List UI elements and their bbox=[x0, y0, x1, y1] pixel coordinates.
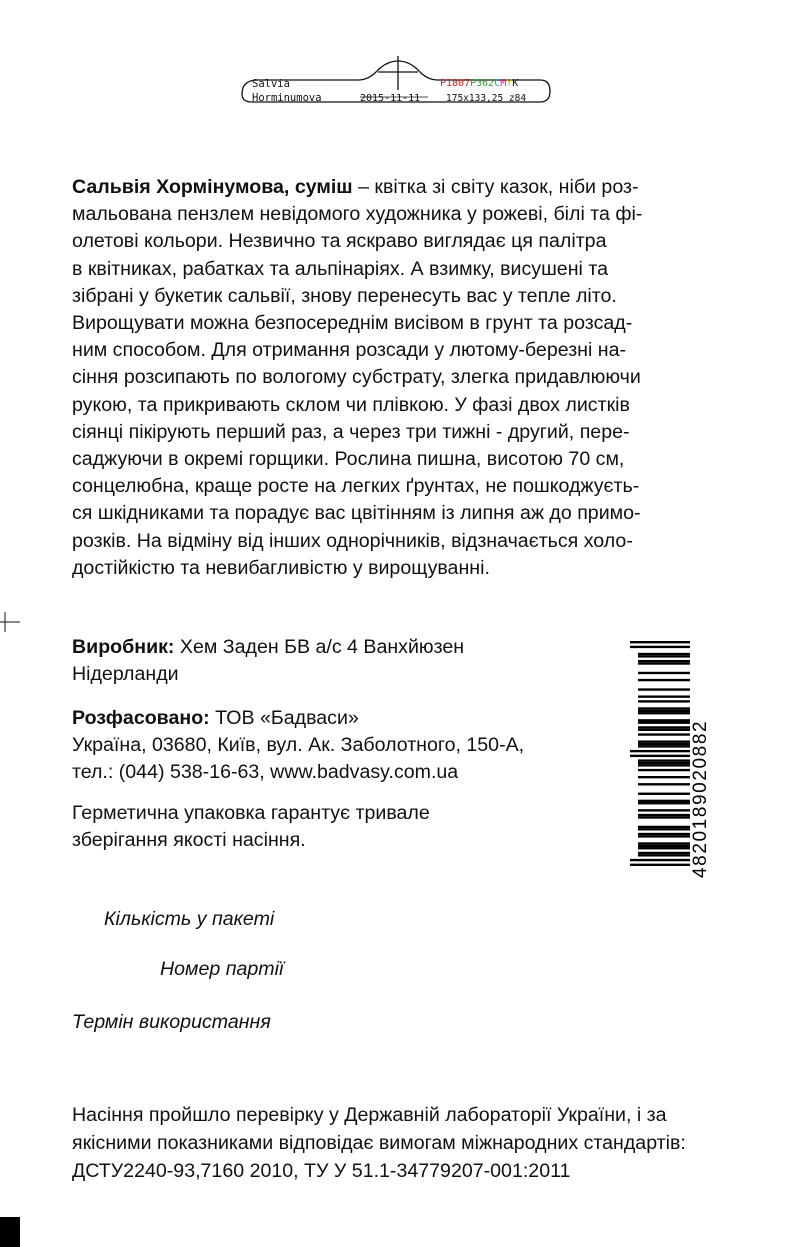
packer-name: ТОВ «Бадваси» bbox=[209, 707, 359, 729]
quantity-field-label: Кількість у пакеті bbox=[104, 908, 275, 930]
barcode-bar bbox=[638, 733, 690, 735]
barcode-bar bbox=[638, 793, 690, 795]
barcode-bar bbox=[638, 764, 690, 766]
expiry-field-label: Термін використання bbox=[72, 1011, 271, 1033]
barcode-bar bbox=[638, 776, 690, 778]
barcode-bar bbox=[638, 826, 690, 828]
barcode-bar bbox=[638, 835, 690, 837]
proof-ink-list bbox=[440, 79, 518, 89]
barcode-bar bbox=[630, 641, 690, 643]
barcode-bar bbox=[638, 740, 690, 742]
barcode-bar bbox=[638, 814, 690, 816]
barcode-bar bbox=[638, 828, 690, 830]
barcode-bar bbox=[638, 660, 690, 662]
barcode-bar bbox=[638, 719, 690, 721]
barcode-bar bbox=[638, 743, 690, 745]
packer-address: Україна, 03680, Київ, вул. Ак. Заболотного, 150-А, bbox=[72, 734, 525, 756]
packing-note-line: Герметична упаковка гарантує тривале bbox=[72, 802, 430, 824]
batch-field-label: Номер партії bbox=[160, 958, 284, 980]
proof-variety: Horminumova bbox=[252, 92, 322, 104]
barcode-bar bbox=[630, 755, 690, 757]
proof-date: 2015-11-11 bbox=[360, 93, 421, 104]
description-line: сіянці пікірують перший раз, а через три тижні - другий, пере- bbox=[72, 420, 630, 443]
barcode-bar bbox=[638, 800, 690, 802]
description-line: мальована пензлем невідомого художника у рожеві, білі та фі- bbox=[72, 203, 643, 226]
manufacturer-country: Нідерланди bbox=[72, 663, 179, 685]
ink-cyan: C bbox=[494, 78, 501, 89]
barcode-bar bbox=[638, 847, 690, 849]
barcode-bar bbox=[630, 646, 690, 648]
description-line: достійкістю та невибагливістю у вирощуванні. bbox=[72, 556, 490, 579]
barcode-bar bbox=[638, 712, 690, 714]
ink-yellow: Y bbox=[506, 78, 513, 89]
manufacturer-label: Виробник: bbox=[72, 636, 175, 658]
proof-species: Salvia bbox=[252, 78, 290, 90]
description-line: саджуючи в окремі горщики. Рослина пишна, висотою 70 см, bbox=[72, 448, 625, 471]
description-line: зібрані у букетик сальвії, знову перенесуть вас у тепле літо. bbox=[72, 284, 617, 307]
ink-pantone-2: P362 bbox=[470, 78, 495, 89]
barcode-bar bbox=[638, 845, 690, 847]
description-line: ним способом. Для отримання розсади у лютому-березні на- bbox=[72, 339, 627, 362]
barcode-bar bbox=[638, 762, 690, 764]
certification-line: якісними показниками відповідає вимогам міжнародних стандартів: bbox=[72, 1132, 686, 1154]
manufacturer-block bbox=[72, 634, 592, 688]
description-line: сіння розсипають по вологому субстрату, злегка придавлюючи bbox=[72, 366, 641, 389]
barcode-bar bbox=[638, 653, 690, 655]
barcode-bar bbox=[638, 700, 690, 702]
packer-label: Розфасовано: bbox=[72, 707, 210, 729]
description-line: Вирощувати можна безпосереднім висівом в грунт та розсад- bbox=[72, 312, 633, 335]
barcode-bar bbox=[638, 710, 690, 712]
barcode-bar bbox=[638, 672, 690, 674]
barcode-bar bbox=[638, 707, 690, 709]
barcode-bar bbox=[638, 655, 690, 657]
barcode-bar bbox=[638, 729, 690, 731]
ink-pantone-1: P1807 bbox=[440, 78, 471, 89]
barcode-bar bbox=[630, 750, 690, 752]
barcode-bar bbox=[638, 688, 690, 690]
packing-note-line: зберігання якості насіння. bbox=[72, 829, 306, 851]
barcode-bar bbox=[638, 852, 690, 854]
barcode-bar bbox=[638, 833, 690, 835]
barcode-bar bbox=[630, 859, 690, 861]
description-line: розків. На відміну від інших однорічників, відзначається холо- bbox=[72, 529, 633, 552]
barcode-bar bbox=[638, 802, 690, 804]
barcode-bar bbox=[638, 759, 690, 761]
description-line: ся шкідниками та порадує вас цвітінням із липня аж до примо- bbox=[72, 502, 641, 525]
barcode-bar bbox=[638, 695, 690, 697]
product-title: Сальвія Хормінумова, суміш bbox=[72, 176, 353, 198]
barcode-bar bbox=[638, 662, 690, 664]
description-line: олетові кольори. Незвично та яскраво виглядає ця палітра bbox=[72, 230, 607, 253]
packing-note bbox=[72, 800, 592, 854]
certification-line: Насіння пройшло перевірку у Державній лабораторії України, і за bbox=[72, 1104, 667, 1126]
barcode-bar bbox=[638, 842, 690, 844]
description-line: сонцелюбна, краще росте на легких ґрунтах, не пошкоджуєть- bbox=[72, 475, 640, 498]
packer-block bbox=[72, 705, 592, 786]
certification-line: ДСТУ2240-93,7160 2010, ТУ У 51.1-34779207-001:2011 bbox=[72, 1160, 571, 1182]
barcode-bar bbox=[638, 745, 690, 747]
barcode-bar bbox=[638, 679, 690, 681]
barcode-bar bbox=[638, 769, 690, 771]
description-line: – квітка зі світу казок, ніби роз- bbox=[352, 176, 639, 198]
barcode-bar bbox=[638, 783, 690, 785]
barcode-bar bbox=[638, 854, 690, 856]
barcode-bar bbox=[638, 722, 690, 724]
description-line: рукою, та прикривають склом чи плівкою. У фазі двох листків bbox=[72, 393, 630, 416]
crop-mark-icon bbox=[0, 612, 20, 632]
barcode-bar bbox=[638, 809, 690, 811]
ink-magenta: M bbox=[500, 78, 507, 89]
barcode-bar bbox=[638, 816, 690, 818]
barcode-bar bbox=[630, 864, 690, 866]
barcode-digits: 4820189020882 bbox=[690, 719, 711, 878]
certification-note bbox=[72, 1101, 732, 1185]
manufacturer-name: Хем Заден БВ а/с 4 Ванхйюзен bbox=[174, 636, 465, 658]
barcode-bars bbox=[630, 641, 690, 866]
barcode-bar bbox=[638, 726, 690, 728]
ink-black: K bbox=[512, 78, 519, 89]
barcode bbox=[630, 635, 712, 880]
product-description bbox=[72, 174, 714, 582]
corner-registration-block bbox=[0, 1217, 20, 1247]
description-line: в квітниках, рабатках та альпінаріях. А взимку, висушені та bbox=[72, 257, 608, 280]
proof-size: 175x133,25 z84 bbox=[446, 93, 527, 104]
packer-contacts: тел.: (044) 538-16-63, www.badvasy.com.ua bbox=[72, 761, 459, 783]
